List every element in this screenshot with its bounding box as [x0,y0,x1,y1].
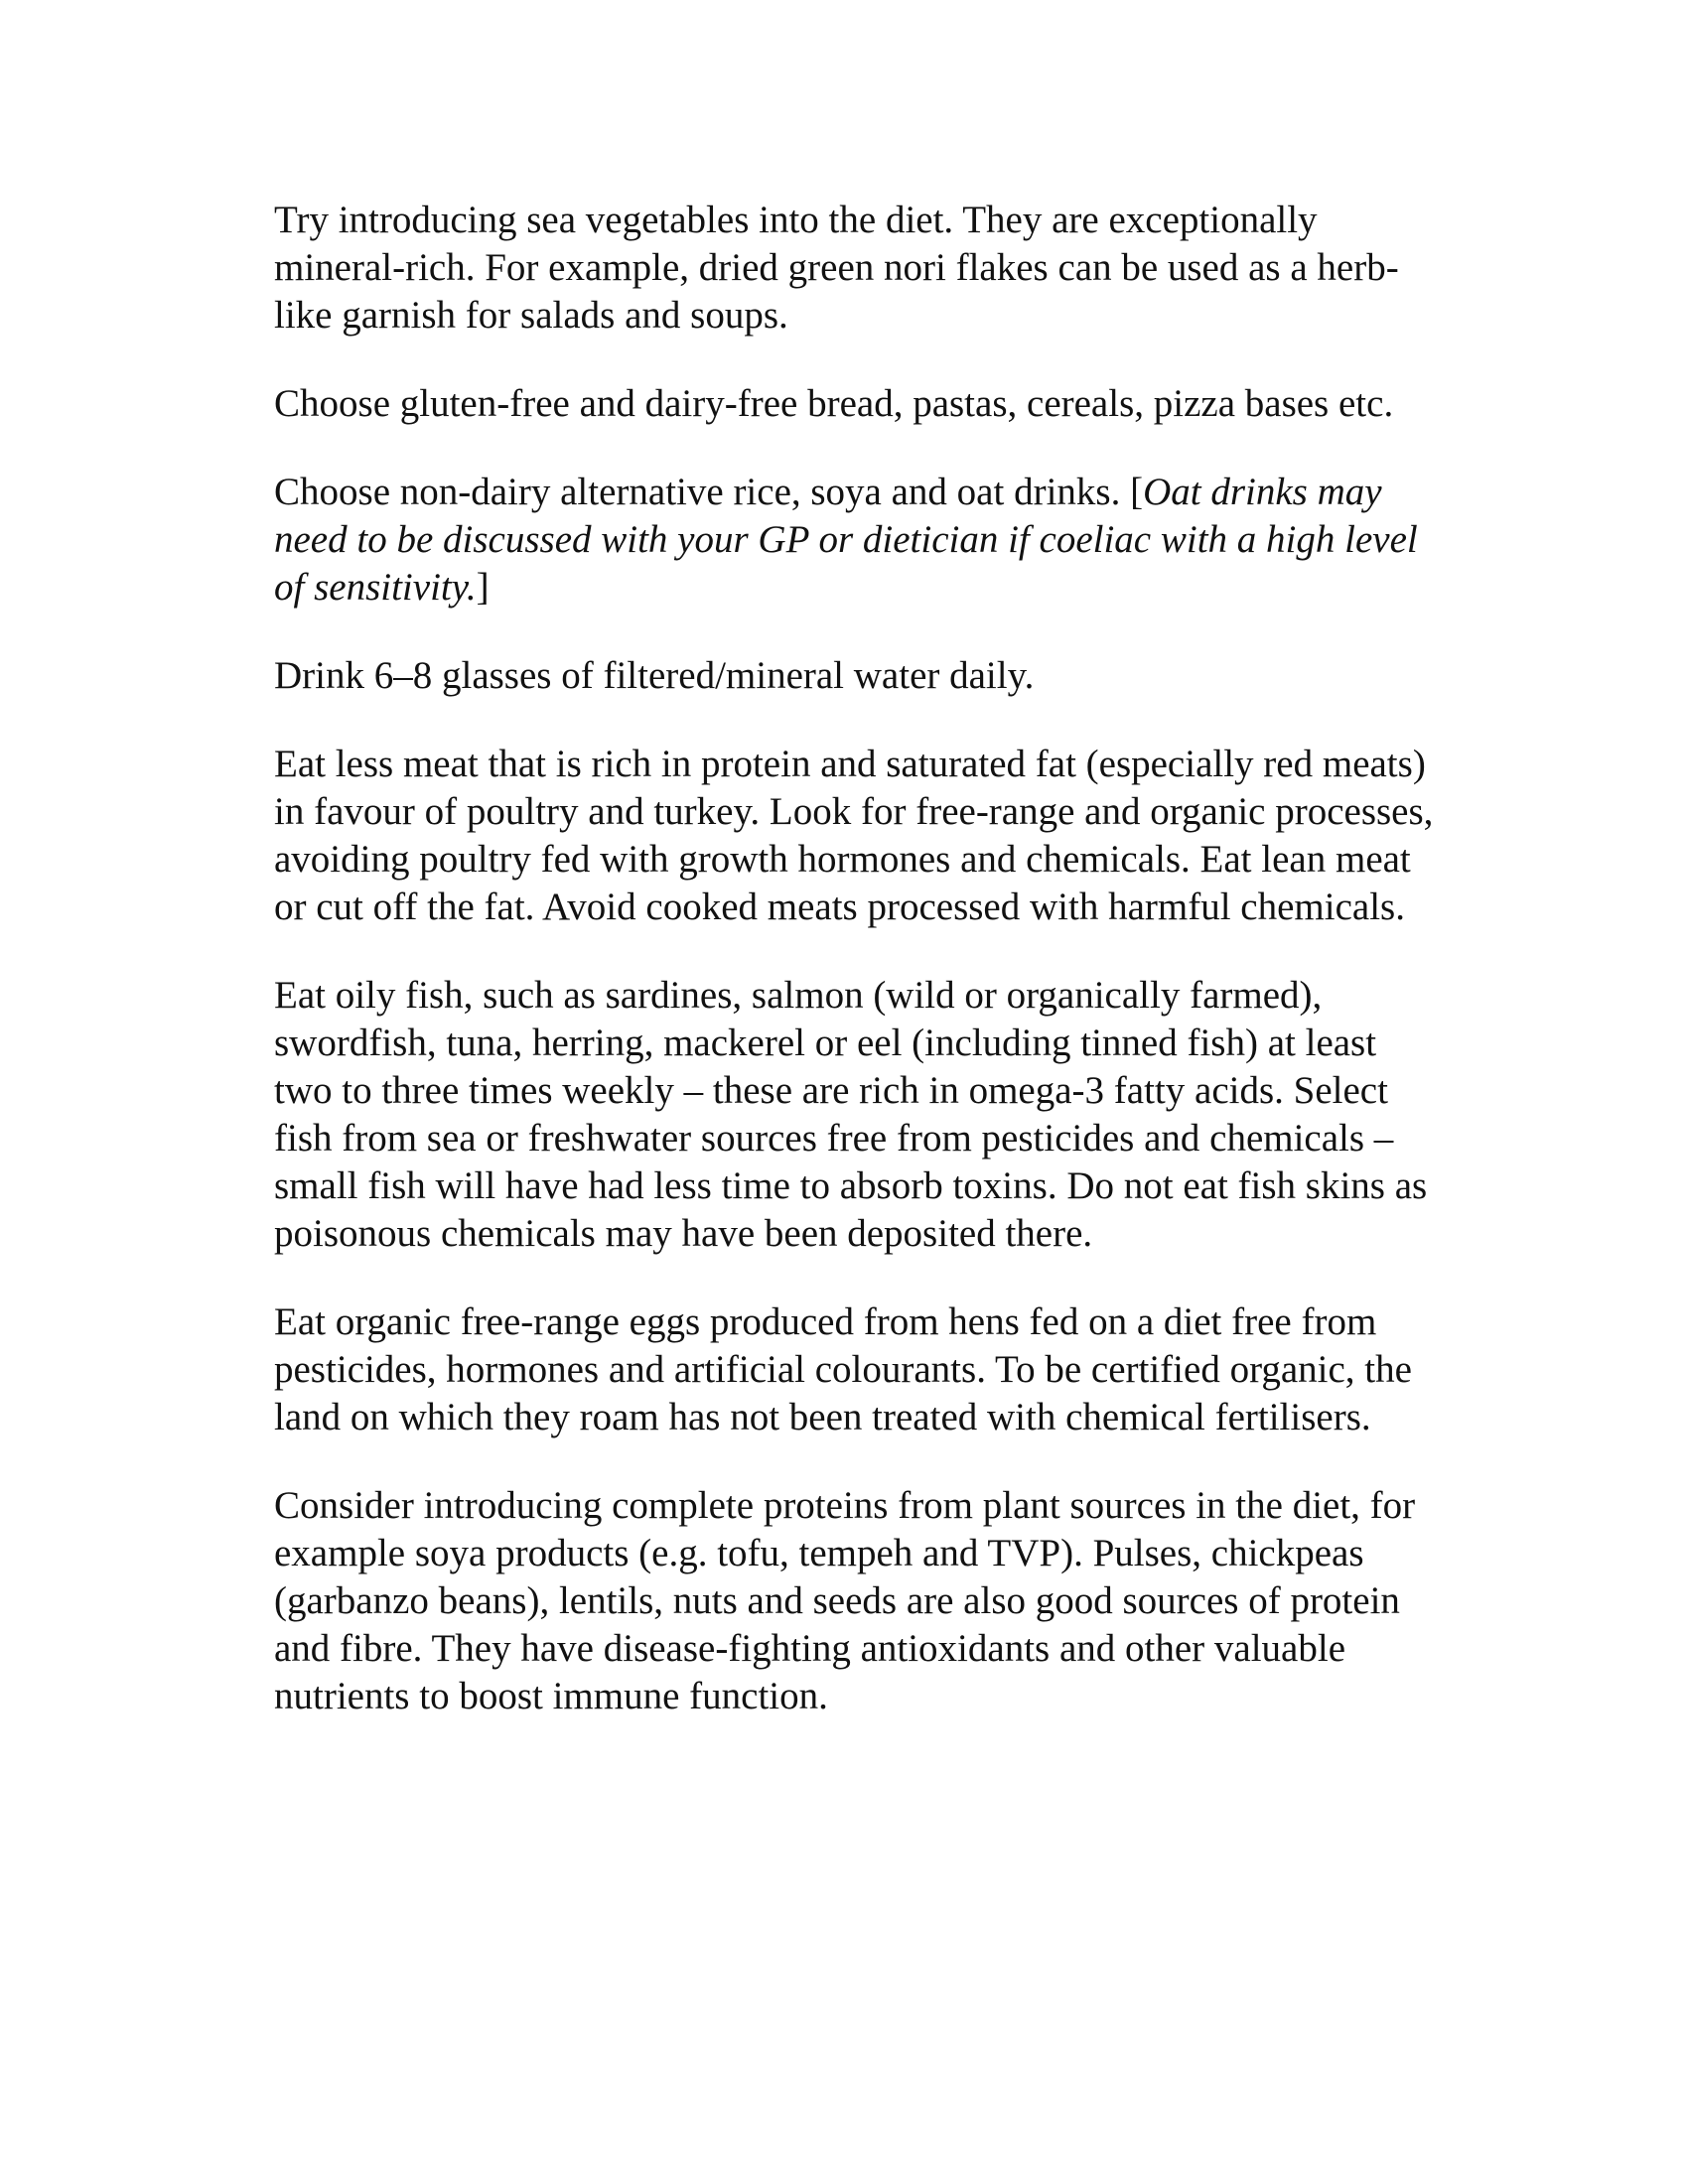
oat-drinks-note: Oat drinks may need to be discussed with your GP or dietician if coeliac with a high level of sensitivity. [274,471,1418,609]
paragraph-oily-fish: Eat oily fish, such as sardines, salmon (wild or organically farmed), swordfish, tuna, herring, mackerel or eel (including tinned fish) at least two to three times weekly – these are rich in omega-3 fatty acids. Select fish from sea or freshwater sources free from pesticides and chemicals – small fish will have had less time to absorb toxins. Do not eat fish skins as poisonous chemicals may have been deposited there. [274,974,1428,1255]
paragraph-non-dairy [274,469,1436,612]
non-dairy-text: Choose non-dairy alternative rice, soya and oat drinks. [ [274,471,1144,513]
paragraph-sea-vegetables: Try introducing sea vegetables into the diet. They are exceptionally mineral-rich. For example, dried green nori flakes can be used as a herb-like garnish for salads and soups. [274,199,1399,337]
paragraph-gluten-free: Choose gluten-free and dairy-free bread, pastas, cereals, pizza bases etc. [274,382,1394,425]
page-body [274,197,1436,1761]
paragraph-water: Drink 6–8 glasses of filtered/mineral water daily. [274,654,1035,697]
paragraph-meat: Eat less meat that is rich in protein and saturated fat (especially red meats) in favour of poultry and turkey. Look for free-range and organic processes, avoiding poultry fed with growth hormones and chemicals. Eat lean meat or cut off the fat. Avoid cooked meats processed with harmful chemicals. [274,743,1434,928]
paragraph-plant-proteins: Consider introducing complete proteins from plant sources in the diet, for example soya products (e.g. tofu, tempeh and TVP). Pulses, chickpeas (garbanzo beans), lentils, nuts and seeds are also good sources of protein and fibre. They have disease-fighting antioxidants and other valuable nutrients to boost immune function. [274,1484,1416,1717]
note-close-bracket: ] [476,566,490,609]
paragraph-eggs: Eat organic free-range eggs produced from hens fed on a diet free from pesticides, hormones and artificial colourants. To be certified organic, the land on which they roam has not been treated with chemical fertilisers. [274,1300,1412,1438]
